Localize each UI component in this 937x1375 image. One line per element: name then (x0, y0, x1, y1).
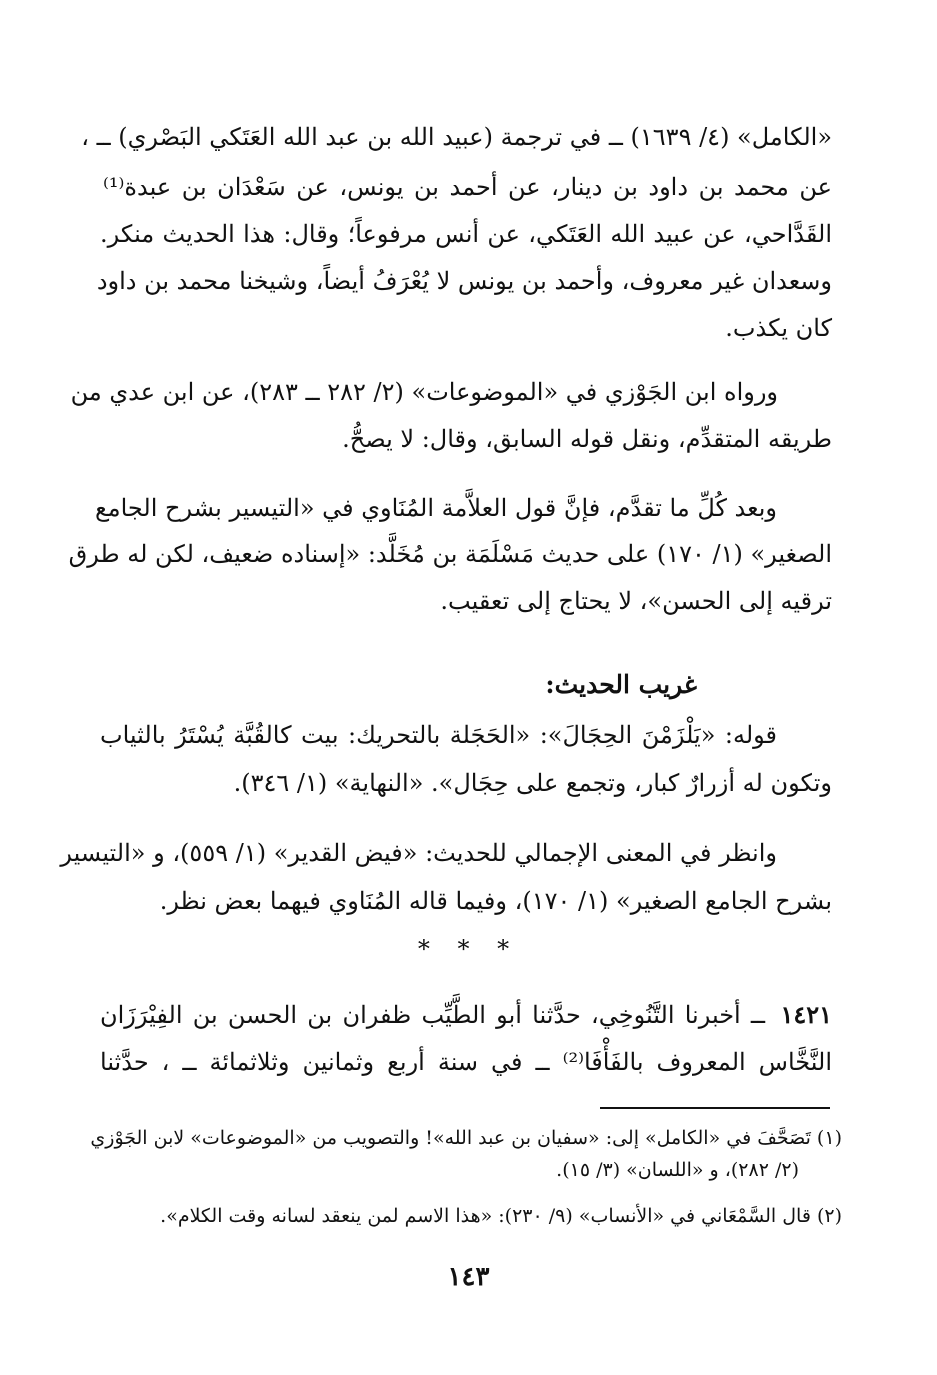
paragraph-5-line-2: بشرح الجامع الصغير» (١/ ١٧٠)، وفيما قاله المُنَاوي فيهما بعض نظر. (159, 887, 832, 915)
footnote-2: (٢) قال السَّمْعَاني في «الأنساب» (٩/ ٢٣٠): «هذا الاسم لمن ينعقد لسانه وقت الكلام». (160, 1205, 842, 1227)
paragraph-1-line-2: عن محمد بن داود بن دينار، عن أحمد بن يونس، عن سَعْدَان بن عبدة⁽¹⁾ (103, 173, 832, 201)
paragraph-3-line-2: الصغير» (١/ ١٧٠) على حديث مَسْلَمَة بن مُخَلَّد: «إسناده ضعيف، لكن له طرق (68, 540, 832, 568)
footnote-1-line-2: (٢/ ٢٨٢)، و «اللسان» (٣/ ١٥). (556, 1159, 799, 1181)
paragraph-4-line-2: وتكون له أزرارٌ كبار، وتجمع على حِجَال». «النهاية» (١/ ٣٤٦). (233, 769, 832, 797)
section-separator: * * * (417, 935, 520, 963)
footnote-1-line-1: (١) تَصَحَّفَ في «الكامل» إلى: «سفيان بن عبد الله»! والتصويب من «الموضوعات» لابن الجَوْزي (90, 1127, 842, 1149)
page-number: ١٤٣ (447, 1262, 490, 1292)
paragraph-6-line-1: ــ أخبرنا التَّنُوخِي، حدَّثنا أبو الطَّيِّب ظفران بن الحسن بن الفِيْرَزَان (100, 1001, 765, 1029)
paragraph-5-line-1: وانظر في المعنى الإجمالي للحديث: «فيض القدير» (١/ ٥٥٩)، و «التيسير (60, 839, 777, 867)
hadith-number: ١٤٢١ (780, 1000, 832, 1029)
paragraph-1-line-5: كان يكذب. (725, 314, 832, 342)
paragraph-1-line-3: القَدَّاحي، عن عبيد الله العَتَكي، عن أنس مرفوعاً؛ وقال: هذا الحديث منكر. (100, 220, 832, 248)
paragraph-4-line-1: قوله: «يَلْزَمْنَ الحِجَالَ»: «الحَجَلة بالتحريك: بيت كالقُبَّة يُسْتَرُ بالثياب (100, 721, 777, 749)
footnote-divider (600, 1107, 830, 1109)
paragraph-2-line-1: ورواه ابن الجَوْزي في «الموضوعات» (٢/ ٢٨٢ ــ ٢٨٣)، عن ابن عدي من (70, 378, 778, 406)
section-heading: غريب الحديث: (545, 670, 697, 699)
paragraph-2-line-2: طريقه المتقدِّم، ونقل قوله السابق، وقال: لا يصحُّ. (342, 425, 832, 453)
paragraph-6-line-2: النَّخَّاس المعروف بالفَأْفَا⁽²⁾ ــ في سنة أربع وثمانين وثلاثمائة ــ ، حدَّثنا (100, 1048, 832, 1076)
paragraph-1-line-1: «الكامل» (٤/ ١٦٣٩) ــ في ترجمة (عبيد الله بن عبد الله العَتَكي البَصْري) ــ ، (81, 123, 832, 151)
paragraph-3-line-1: وبعد كُلِّ ما تقدَّم، فإنَّ قول العلاَّمة المُنَاوي في «التيسير بشرح الجامع (94, 494, 777, 522)
paragraph-1-line-4: وسعدان غير معروف، وأحمد بن يونس لا يُعْرَفُ أيضاً، وشيخنا محمد بن داود (96, 267, 832, 295)
paragraph-3-line-3: ترقيه إلى الحسن»، لا يحتاج إلى تعقيب. (440, 587, 832, 615)
